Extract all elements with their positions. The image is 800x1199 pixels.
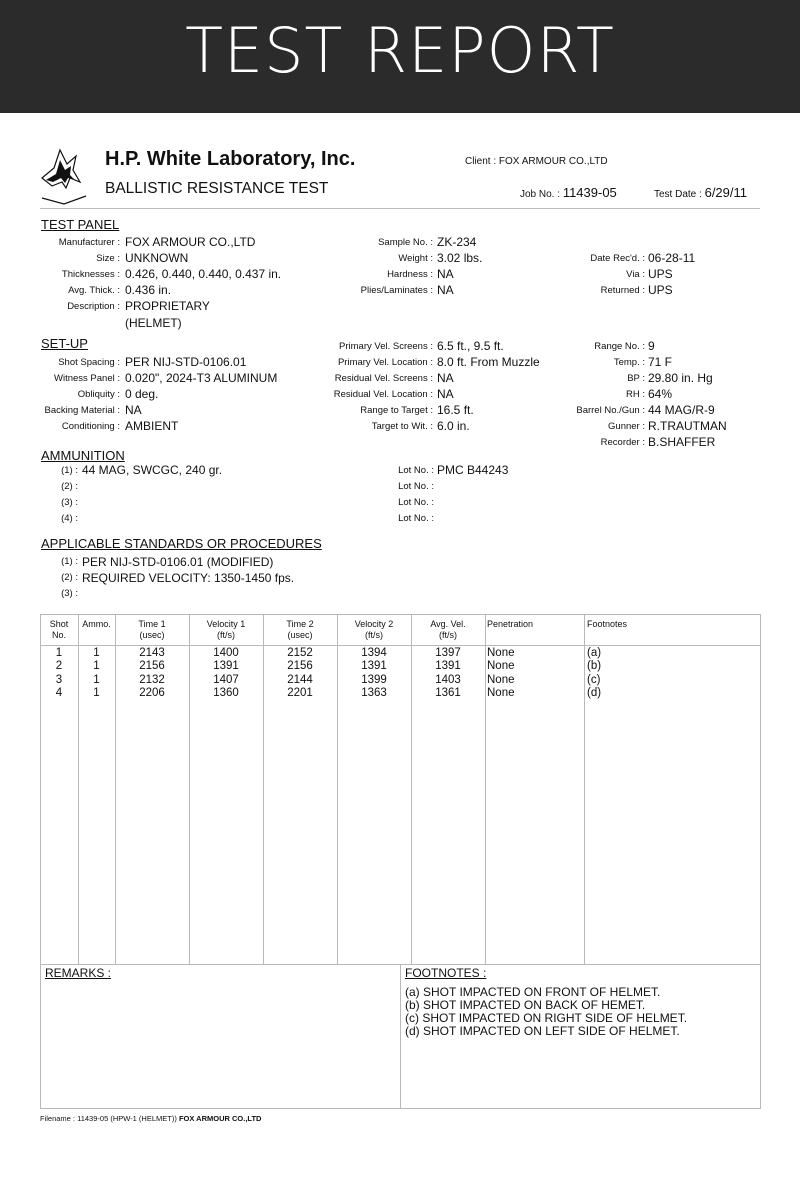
backing-material-value: NA bbox=[125, 403, 142, 417]
backing-material-label: Backing Material : bbox=[44, 405, 120, 416]
standard-num: (1) : bbox=[61, 556, 78, 567]
obliquity-label: Obliquity : bbox=[77, 389, 120, 400]
col-header-time1: Time 1 (usec) bbox=[138, 619, 166, 640]
table-col-ammo: 1 1 1 1 bbox=[93, 647, 100, 700]
residual-vel-screens-label: Residual Vel. Screens : bbox=[334, 373, 433, 384]
col-header-velocity1: Velocity 1 (ft/s) bbox=[206, 619, 246, 640]
sample-value: ZK-234 bbox=[437, 235, 477, 249]
description-value-2: (HELMET) bbox=[125, 316, 182, 330]
manufacturer-label: Manufacturer : bbox=[58, 237, 120, 248]
rh-label: RH : bbox=[626, 389, 645, 400]
primary-vel-location-label: Primary Vel. Location : bbox=[337, 357, 433, 368]
recorder-value: B.SHAFFER bbox=[648, 435, 716, 449]
title-banner bbox=[0, 0, 800, 113]
footnote-c: (c) SHOT IMPACTED ON RIGHT SIDE OF HELMET. bbox=[405, 1011, 688, 1025]
range-no-value: 9 bbox=[648, 339, 655, 353]
weight-label: Weight : bbox=[398, 253, 433, 264]
ammo-num: (2) : bbox=[61, 481, 78, 492]
table-col-penetration: None None None None bbox=[487, 647, 515, 700]
lot-label: Lot No. : bbox=[398, 465, 434, 476]
header-divider bbox=[40, 208, 760, 209]
witness-panel-label: Witness Panel : bbox=[54, 373, 120, 384]
residual-vel-location-label: Residual Vel. Location : bbox=[333, 389, 433, 400]
description-label: Description : bbox=[67, 301, 120, 312]
hardness-label: Hardness : bbox=[387, 269, 433, 280]
footer-filename: Filename : 11439-05 (HPW-1 (HELMET)) FOX ARMOUR CO.,LTD bbox=[40, 1114, 262, 1123]
table-col-velocity2: 1394 1391 1399 1363 bbox=[361, 647, 387, 700]
test-name: BALLISTIC RESISTANCE TEST bbox=[105, 180, 329, 197]
range-to-target-value: 16.5 ft. bbox=[437, 403, 474, 417]
setup-heading: SET-UP bbox=[41, 336, 88, 351]
banner-title: TEST REPORT bbox=[185, 14, 615, 87]
conditioning-label: Conditioning : bbox=[61, 421, 120, 432]
range-no-label: Range No. : bbox=[594, 341, 645, 352]
lab-logo-icon bbox=[40, 148, 98, 206]
footer-client: FOX ARMOUR CO.,LTD bbox=[178, 1114, 262, 1123]
table-col-shot: 1 2 3 4 bbox=[55, 647, 63, 700]
table-col-velocity1: 1400 1391 1407 1360 bbox=[213, 647, 239, 700]
standards-heading: APPLICABLE STANDARDS OR PROCEDURES bbox=[41, 536, 322, 551]
table-col-time1: 2143 2156 2132 2206 bbox=[139, 647, 165, 700]
shot-spacing-value: PER NIJ-STD-0106.01 bbox=[125, 355, 247, 369]
ammunition-heading: AMMUNITION bbox=[41, 448, 125, 463]
shot-spacing-label: Shot Spacing : bbox=[58, 357, 120, 368]
primary-vel-screens-value: 6.5 ft., 9.5 ft. bbox=[437, 339, 504, 353]
target-to-wit-label: Target to Wit. : bbox=[371, 421, 433, 432]
primary-vel-screens-label: Primary Vel. Screens : bbox=[339, 341, 433, 352]
col-header-ammo: Ammo. bbox=[82, 619, 111, 629]
range-to-target-label: Range to Target : bbox=[360, 405, 433, 416]
standard-num: (3) : bbox=[61, 588, 78, 599]
job-value: 11439-05 bbox=[562, 185, 617, 200]
test-date-value: 6/29/11 bbox=[704, 185, 748, 200]
obliquity-value: 0 deg. bbox=[125, 387, 159, 401]
gunner-value: R.TRAUTMAN bbox=[648, 419, 727, 433]
ammo-num: (3) : bbox=[61, 497, 78, 508]
target-to-wit-value: 6.0 in. bbox=[437, 419, 470, 433]
table-col-footnotes: (a) (b) (c) (d) bbox=[587, 647, 602, 700]
remarks-heading: REMARKS : bbox=[45, 966, 112, 980]
weight-value: 3.02 lbs. bbox=[437, 251, 483, 265]
col-header-penetration: Penetration bbox=[487, 619, 534, 629]
description-value: PROPRIETARY bbox=[125, 299, 210, 313]
test-panel-heading: TEST PANEL bbox=[41, 217, 120, 232]
primary-vel-location-value: 8.0 ft. From Muzzle bbox=[437, 355, 540, 369]
avg-thick-value: 0.436 in. bbox=[125, 283, 172, 297]
lot-label: Lot No. : bbox=[398, 481, 434, 492]
thicknesses-value: 0.426, 0.440, 0.440, 0.437 in. bbox=[125, 267, 282, 281]
manufacturer-value: FOX ARMOUR CO.,LTD bbox=[125, 235, 256, 249]
footnotes-heading: FOOTNOTES : bbox=[405, 966, 487, 980]
rh-value: 64% bbox=[648, 387, 673, 401]
recorder-label: Recorder : bbox=[600, 437, 645, 448]
conditioning-value: AMBIENT bbox=[125, 419, 179, 433]
footnote-b: (b) SHOT IMPACTED ON BACK OF HEMET. bbox=[405, 998, 646, 1012]
table-col-time2: 2152 2156 2144 2201 bbox=[287, 647, 313, 700]
returned-value: UPS bbox=[648, 283, 673, 297]
bp-value: 29.80 in. Hg bbox=[648, 371, 713, 385]
temp-value: 71 F bbox=[648, 355, 673, 369]
barrel-value: 44 MAG/R-9 bbox=[648, 403, 715, 417]
via-label: Via : bbox=[626, 269, 645, 280]
thicknesses-label: Thicknesses : bbox=[61, 269, 120, 280]
gunner-label: Gunner : bbox=[608, 421, 645, 432]
size-value: UNKNOWN bbox=[125, 251, 189, 265]
footnote-d: (d) SHOT IMPACTED ON LEFT SIDE OF HELMET. bbox=[405, 1024, 680, 1038]
lot-label: Lot No. : bbox=[398, 497, 434, 508]
date-line: Test Date : 6/29/11 bbox=[654, 185, 748, 200]
size-label: Size : bbox=[96, 253, 120, 264]
plies-value: NA bbox=[437, 283, 454, 297]
col-header-avg-vel: Avg. Vel. (ft/s) bbox=[430, 619, 466, 640]
lot-value: PMC B44243 bbox=[437, 463, 509, 477]
temp-label: Temp. : bbox=[613, 357, 645, 368]
via-value: UPS bbox=[648, 267, 673, 281]
residual-vel-location-value: NA bbox=[437, 387, 454, 401]
col-header-velocity2: Velocity 2 (ft/s) bbox=[354, 619, 394, 640]
bp-label: BP : bbox=[627, 373, 645, 384]
footnote-a: (a) SHOT IMPACTED ON FRONT OF HELMET. bbox=[405, 985, 661, 999]
plies-label: Plies/Laminates : bbox=[360, 285, 433, 296]
col-header-footnotes: Footnotes bbox=[587, 619, 628, 629]
witness-panel-value: 0.020", 2024-T3 ALUMINUM bbox=[125, 371, 278, 385]
hardness-value: NA bbox=[437, 267, 454, 281]
ammo-value: 44 MAG, SWCGC, 240 gr. bbox=[82, 463, 223, 477]
date-recd-label: Date Rec'd. : bbox=[590, 253, 645, 264]
date-recd-value: 06-28-11 bbox=[648, 251, 696, 265]
returned-label: Returned : bbox=[600, 285, 645, 296]
col-header-shot: Shot No. bbox=[49, 619, 69, 640]
standard-value: REQUIRED VELOCITY: 1350-1450 fps. bbox=[82, 571, 295, 585]
client-line: Client : FOX ARMOUR CO.,LTD bbox=[465, 156, 608, 167]
job-line: Job No. : 11439-05 bbox=[520, 185, 617, 200]
residual-vel-screens-value: NA bbox=[437, 371, 454, 385]
lab-name: H.P. White Laboratory, Inc. bbox=[105, 148, 356, 170]
lot-label: Lot No. : bbox=[398, 513, 434, 524]
avg-thick-label: Avg. Thick. : bbox=[68, 285, 120, 296]
table-col-avg-vel: 1397 1391 1403 1361 bbox=[435, 647, 461, 700]
ammo-num: (1) : bbox=[61, 465, 78, 476]
sample-label: Sample No. : bbox=[378, 237, 433, 248]
ammo-num: (4) : bbox=[61, 513, 78, 524]
client-value: FOX ARMOUR CO.,LTD bbox=[498, 156, 608, 167]
col-header-time2: Time 2 (usec) bbox=[286, 619, 314, 640]
standard-value: PER NIJ-STD-0106.01 (MODIFIED) bbox=[82, 555, 274, 569]
standard-num: (2) : bbox=[61, 572, 78, 583]
barrel-label: Barrel No./Gun : bbox=[576, 405, 645, 416]
